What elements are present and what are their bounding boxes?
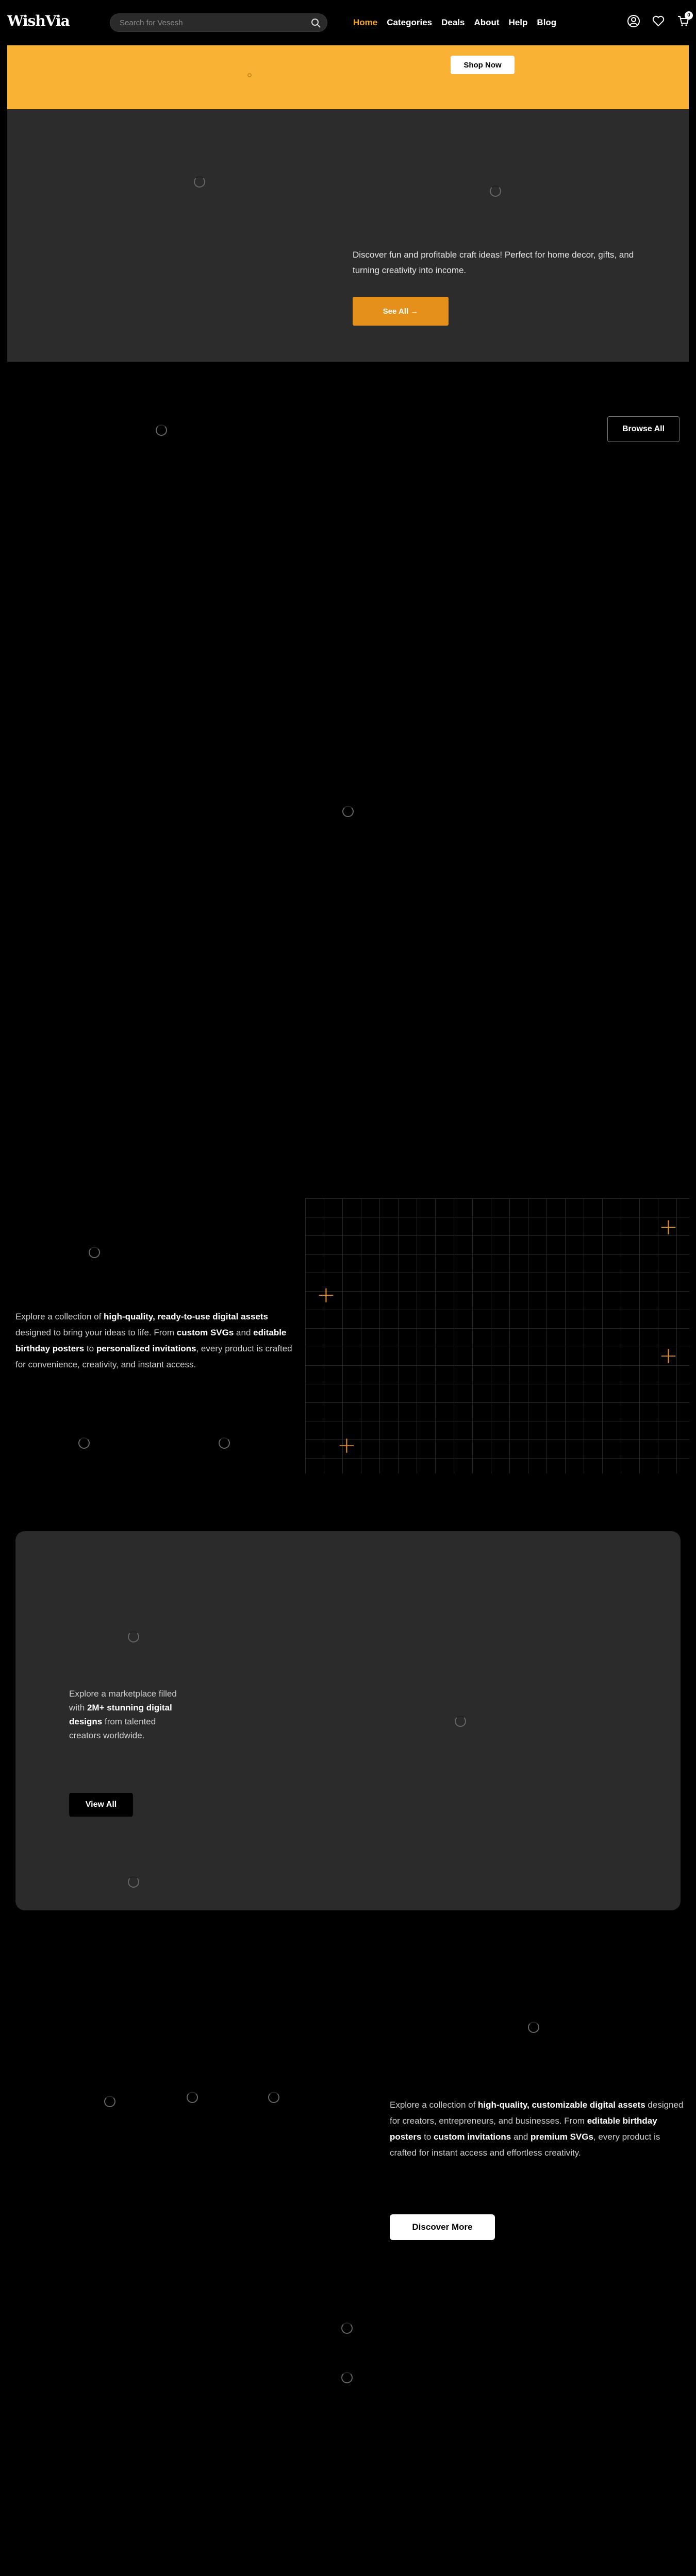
hero-panel <box>7 109 689 362</box>
grid-decoration <box>305 1198 689 1473</box>
nav-about[interactable]: About <box>474 18 500 27</box>
user-icon[interactable] <box>627 14 640 28</box>
loading-spinner-icon <box>194 176 205 188</box>
nav-help[interactable]: Help <box>508 18 528 27</box>
loading-spinner-icon <box>219 1437 230 1449</box>
loading-spinner-icon <box>247 73 252 77</box>
marketplace-description: Explore a marketplace filled with 2M+ stunning digital designs from talented creators worldwide. <box>69 1689 177 1740</box>
search-icon[interactable] <box>310 18 322 29</box>
loading-spinner-icon <box>187 2092 198 2103</box>
loading-spinner-icon <box>89 1247 100 1258</box>
plus-icon: + <box>659 1214 678 1240</box>
loading-spinner-icon <box>78 1437 90 1449</box>
see-all-button[interactable]: See All → <box>353 297 449 326</box>
loading-spinner-icon <box>128 1876 139 1888</box>
discover-more-button[interactable]: Discover More <box>390 2214 495 2240</box>
loading-spinner-icon <box>341 2372 353 2383</box>
logo-text: WishVia <box>7 12 70 29</box>
collection-description: Explore a collection of high-quality, customizable digital assets designed for creators, entrepreneurs, and businesses. From editable birthday posters to custom invitations and premium SVGs, every product is crafted for instant access and effortless creativity. <box>390 2100 684 2158</box>
loading-spinner-icon <box>455 1716 466 1727</box>
site-header <box>0 0 696 45</box>
nav-home[interactable]: Home <box>353 18 378 27</box>
main-nav <box>353 18 556 28</box>
search-bar <box>110 13 327 32</box>
hero-description: Discover fun and profitable craft ideas! Perfect for home decor, gifts, and turning creativity into income. <box>353 250 634 275</box>
nav-categories[interactable]: Categories <box>387 18 433 27</box>
plus-icon: + <box>317 1282 336 1308</box>
plus-icon: + <box>659 1343 678 1369</box>
plus-icon: + <box>337 1432 356 1459</box>
cart-icon[interactable] <box>676 14 690 28</box>
grid-section-description: Explore a collection of high-quality, ready-to-use digital assets designed to bring your ideas to life. From custom SVGs and editable birthday posters to personalized invitations, every product is crafted for convenience, creativity, and instant access. <box>15 1312 292 1369</box>
loading-spinner-icon <box>104 2096 115 2107</box>
loading-spinner-icon <box>528 2022 539 2033</box>
header-icons <box>627 14 690 28</box>
hero-banner <box>7 45 689 109</box>
loading-spinner-icon <box>156 425 167 436</box>
view-all-button[interactable]: View All <box>69 1793 133 1817</box>
loading-spinner-icon <box>268 2092 279 2103</box>
loading-spinner-icon <box>490 185 501 197</box>
nav-blog[interactable]: Blog <box>537 18 557 27</box>
search-input[interactable] <box>120 19 295 27</box>
loading-spinner-icon <box>128 1631 139 1642</box>
loading-spinner-icon <box>341 2323 353 2334</box>
nav-deals[interactable]: Deals <box>441 18 465 27</box>
shop-now-button[interactable]: Shop Now <box>451 56 515 74</box>
heart-icon[interactable] <box>652 14 665 28</box>
loading-spinner-icon <box>342 806 354 817</box>
browse-all-button[interactable]: Browse All <box>607 416 680 442</box>
logo[interactable] <box>7 12 70 29</box>
cart-count-badge: 0 <box>685 11 693 20</box>
